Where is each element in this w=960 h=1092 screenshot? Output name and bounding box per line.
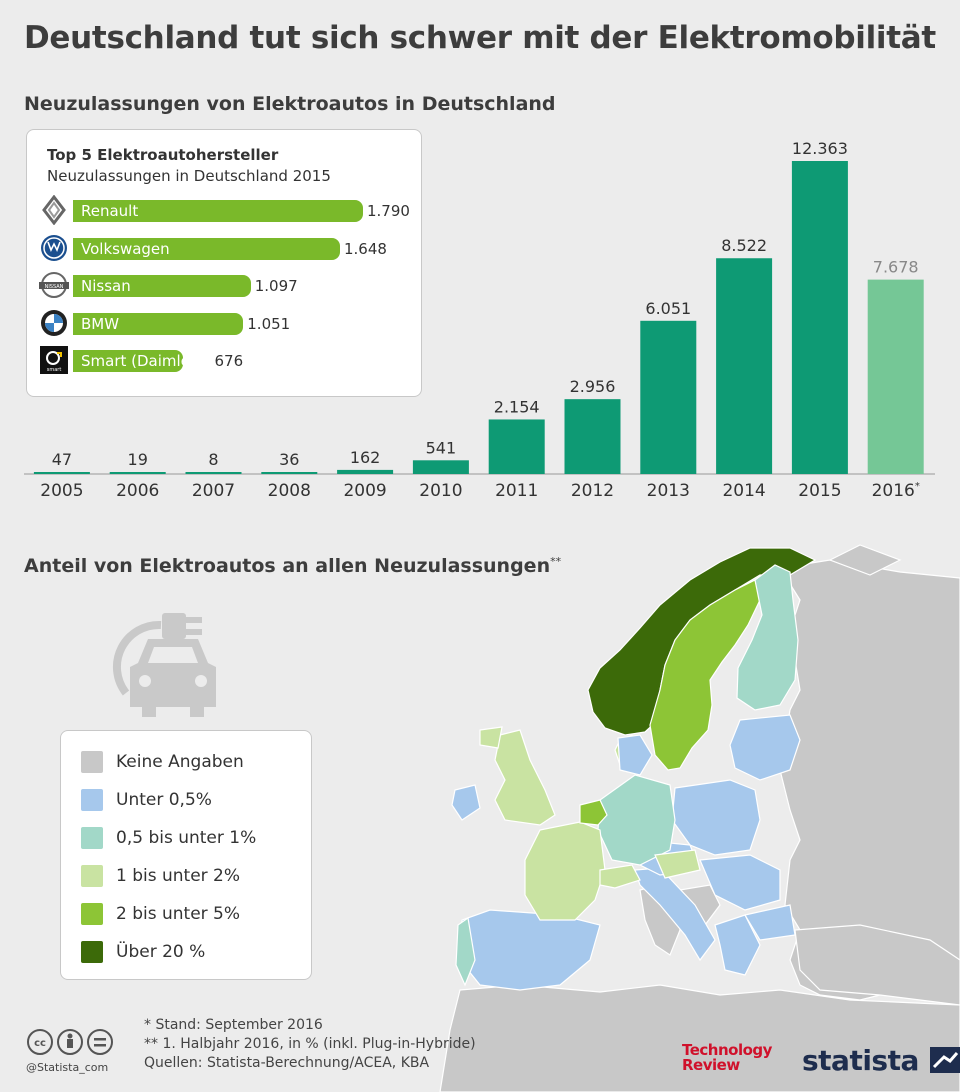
x-tick-label: 2015 [798,481,842,501]
tr-logo-line1: Technology [682,1041,772,1059]
renault-logo-icon [39,195,69,225]
bar-value-label: 36 [279,450,300,469]
chart-section-title: Neuzulassungen von Elektroautos in Deutschland [24,93,556,115]
volkswagen-logo-icon [39,233,69,263]
legend-item [81,749,311,775]
footnote-1: * Stand: September 2016 [144,1017,323,1033]
manufacturer-name: BMW [81,314,120,333]
top5-subtitle: Neuzulassungen in Deutschland 2015 [47,167,331,185]
by-icon [58,1030,82,1054]
bar-value-label: 7.678 [872,257,919,277]
bar-value-label: 6.051 [645,298,692,318]
legend-label: 0,5 bis unter 1% [116,828,257,848]
top5-manufacturers-panel [26,129,422,397]
footnotes [144,1016,476,1073]
cc-icon [28,1030,52,1054]
svg-text:NISSAN: NISSAN [44,284,64,290]
bar-2011 [489,419,545,474]
bar-value-label: 8 [208,450,219,469]
svg-text:smart: smart [46,367,62,373]
manufacturer-value: 1.790 [367,202,410,220]
bar-2014 [716,258,772,474]
legend-swatch [81,789,103,811]
license-icons [26,1028,126,1060]
bar-value-label: 47 [51,450,73,469]
legend-item [81,901,311,927]
bar-2016 [868,280,924,474]
manufacturer-row [39,195,419,225]
bar-value-label: 2.154 [493,397,540,417]
bar-2013 [640,321,696,474]
x-tick-label: 2006 [116,481,160,501]
legend-swatch [81,827,103,849]
manufacturer-name: Smart (Daimler) [81,352,202,370]
map-title-footnote-mark: ** [550,555,562,568]
bar-2007 [186,472,242,474]
sources-note: Quellen: Statista-Berechnung/ACEA, KBA [144,1055,430,1071]
bar-value-label: 541 [425,438,457,458]
legend-item [81,787,311,813]
legend-swatch [81,751,103,773]
bmw-logo-icon [39,308,69,338]
map-section-title: Anteil von Elektroautos an allen Neuzulassungen** [24,555,562,577]
tr-logo-line2: Review [682,1056,740,1074]
credit-handle: @Statista_com [26,1061,109,1074]
svg-text:cc: cc [34,1038,46,1049]
statista-logo [802,1044,960,1077]
bar-2009 [337,470,393,474]
manufacturer-name: Volkswagen [81,239,170,258]
bar-2008 [261,472,317,474]
legend-item [81,863,311,889]
bar-2005 [34,472,90,474]
bar-2010 [413,460,469,474]
x-tick-label: 2009 [343,481,387,501]
manufacturer-value: 1.648 [343,239,387,258]
legend-item [81,939,311,965]
x-tick-label: 2008 [267,481,311,501]
manufacturer-value: 676 [214,352,244,370]
legend-swatch [81,941,103,963]
map-legend [60,730,312,980]
bar-2015 [792,161,848,474]
bar-2012 [565,399,621,474]
manufacturer-row [39,345,419,375]
manufacturer-name: Nissan [81,277,131,295]
x-tick-label: 2012 [570,481,615,501]
statista-logo-mark-icon [930,1047,960,1073]
legend-label: Unter 0,5% [116,790,212,810]
manufacturer-row [39,270,419,300]
legend-swatch [81,903,103,925]
x-tick-label: 2010 [419,481,463,501]
bar-value-label: 19 [127,450,148,469]
x-tick-label: 2011 [495,481,539,501]
manufacturer-row [39,308,419,338]
ev-charger-icon [96,583,246,733]
nd-icon [88,1030,112,1054]
bar-2006 [110,472,166,474]
manufacturer-row [39,233,419,263]
legend-label: Keine Angaben [116,752,244,772]
x-tick-label: 2016* [871,481,920,501]
smart-logo-icon [39,345,69,375]
x-tick-label: 2013 [646,481,690,501]
top5-title: Top 5 Elektroautohersteller [47,146,279,164]
bar-value-label: 12.363 [791,139,848,158]
technology-review-logo [682,1043,772,1073]
manufacturer-name: Renault [81,202,139,220]
bar-value-label: 162 [349,447,381,467]
bar-value-label: 2.956 [569,377,616,397]
manufacturer-value: 1.051 [247,314,291,333]
legend-label: 1 bis unter 2% [116,866,241,886]
page-title: Deutschland tut sich schwer mit der Elektromobilität [24,20,936,56]
legend-label: Über 20 % [116,942,206,962]
manufacturer-value: 1.097 [254,277,298,295]
footnote-2: ** 1. Halbjahr 2016, in % (inkl. Plug-in-Hybride) [144,1036,476,1052]
x-tick-label: 2007 [191,481,236,501]
bar-value-label: 8.522 [721,236,768,256]
statista-logo-text: statista [802,1044,919,1077]
x-tick-label: 2014 [722,481,766,501]
legend-item [81,825,311,851]
legend-swatch [81,865,103,887]
legend-label: 2 bis unter 5% [116,904,241,924]
x-tick-label: 2005 [40,481,84,501]
nissan-logo-icon [39,270,69,300]
